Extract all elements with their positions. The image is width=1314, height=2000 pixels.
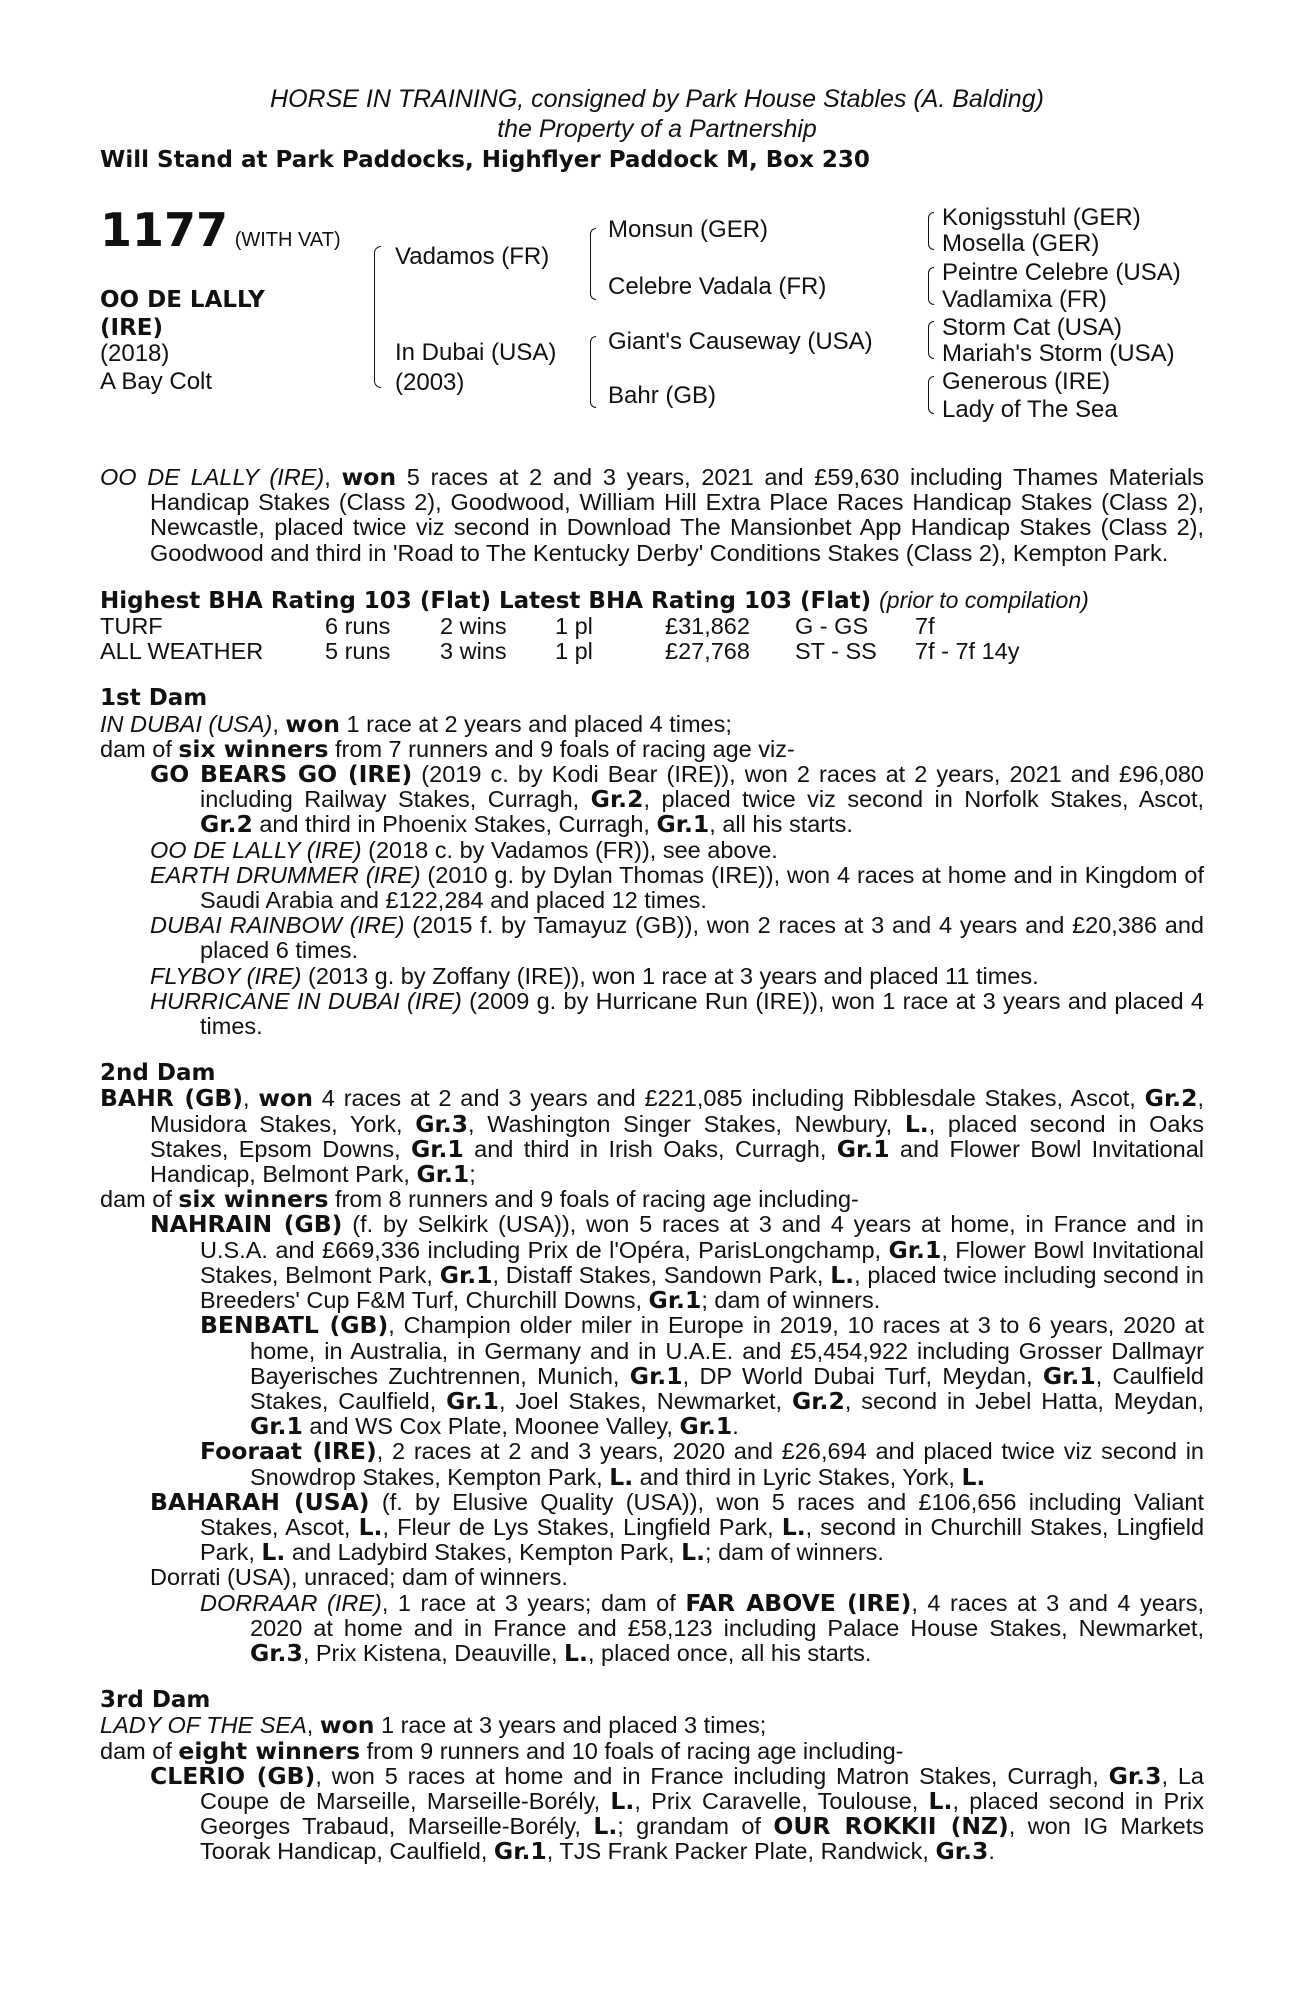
first-dam-record: IN DUBAI (USA), won 1 race at 2 years and placed 4 times;	[100, 709, 732, 738]
produce-entry: HURRICANE IN DUBAI (IRE) (2009 g. by Hurricane Run (IRE)), won 1 race at 3 years and placed 4 times.	[150, 987, 1204, 1040]
pedigree-sire-dam: Celebre Vadala (FR)	[608, 273, 827, 300]
header-location: Will Stand at Park Paddocks, Highflyer Paddock M, Box 230	[100, 147, 870, 173]
pedigree-brace-sd	[928, 267, 934, 305]
first-dam-heading: 1st Dam	[100, 685, 208, 712]
lot-number: 1177	[100, 203, 229, 257]
pedigree-dam: In Dubai (USA)	[395, 339, 557, 366]
horse-year: (2018)	[100, 340, 170, 367]
pedigree-dsd: Mariah's Storm (USA)	[942, 340, 1175, 367]
pedigree-sds: Peintre Celebre (USA)	[942, 259, 1181, 286]
pedigree-dam-sire: Giant's Causeway (USA)	[608, 328, 873, 355]
pedigree-ddd: Lady of The Sea	[942, 396, 1118, 423]
pedigree-dss: Storm Cat (USA)	[942, 314, 1123, 341]
lot-number-line	[100, 203, 341, 264]
produce-entry: Dorrati (USA), unraced; dam of winners.	[150, 1564, 568, 1591]
pedigree-ssd: Mosella (GER)	[942, 230, 1100, 257]
pedigree-brace-gen1	[374, 246, 381, 388]
pedigree-sss: Konigsstuhl (GER)	[942, 204, 1141, 231]
header-property: the Property of a Partnership	[497, 115, 817, 143]
first-dam-produce-summary: dam of six winners from 7 runners and 9 foals of racing age viz-	[100, 734, 795, 763]
third-dam-record: LADY OF THE SEA, won 1 race at 3 years and placed 3 times;	[100, 1711, 767, 1740]
second-dam-heading: 2nd Dam	[100, 1060, 216, 1087]
produce-entry: BENBATL (GB), Champion older miler in Europe in 2019, 10 races at 3 to 6 years, 2020 at home, in Australia, in Germany and in U.A.E. and £5,454,922 including Grosser Dallmayr Bayerisches Zuchtrennen, Munich, Gr.1, DP World Dubai Turf, Meydan, Gr.1, Caulfield Stakes, Caulfield, Gr.1, Joel Stakes, Newmarket, Gr.2, second in Jebel Hatta, Meydan, Gr.1 and WS Cox Plate, Moonee Valley, Gr.1.	[200, 1311, 1204, 1441]
rating-row-all-weather: ALL WEATHER 5 runs 3 wins 1 pl £27,768 ST - SS 7f - 7f 14y	[100, 638, 1020, 665]
third-dam-heading: 3rd Dam	[100, 1687, 211, 1714]
pedigree-brace-ss	[928, 212, 934, 250]
produce-entry: DORRAAR (IRE), 1 race at 3 years; dam of FAR ABOVE (IRE), 4 races at 3 and 4 years, 2020 at home and in France and £58,123 including Palace House Stakes, Newmarket, Gr.3, Prix Kistena, Deauville, L., placed once, all his starts.	[200, 1588, 1204, 1667]
rating-heading: Highest BHA Rating 103 (Flat) Latest BHA Rating 103 (Flat) (prior to compilation)	[100, 586, 1089, 614]
catalogue-body	[100, 465, 1204, 1865]
horse-name: OO DE LALLY	[100, 287, 265, 313]
pedigree-brace-sire	[590, 228, 596, 300]
third-dam-produce-summary: dam of eight winners from 9 runners and 10 foals of racing age including-	[100, 1736, 904, 1765]
produce-entry: OO DE LALLY (IRE) (2018 c. by Vadamos (FR)), see above.	[150, 836, 778, 863]
produce-entry: NAHRAIN (GB) (f. by Selkirk (USA)), won 5 races at 3 and 4 years at home, in France and in U.S.A. and £669,336 including Prix de l'Opéra, ParisLongchamp, Gr.1, Flower Bowl Invitational Stakes, Belmont Park, Gr.1, Distaff Stakes, Sandown Park, L., placed twice including second in Breeders' Cup F&M Turf, Churchill Downs, Gr.1; dam of winners.	[150, 1210, 1204, 1315]
second-dam-record: BAHR (GB), won 4 races at 2 and 3 years and £221,085 including Ribblesdale Stakes, Ascot, Gr.2, Musidora Stakes, York, Gr.3, Washington Singer Stakes, Newbury, L., placed second in Oaks Stakes, Epsom Downs, Gr.1 and third in Irish Oaks, Curragh, Gr.1 and Flower Bowl Invitational Handicap, Belmont Park, Gr.1;	[100, 1084, 1204, 1189]
rating-row-turf: TURF 6 runs 2 wins 1 pl £31,862 G - GS 7f	[100, 613, 935, 640]
pedigree-brace-dam	[590, 336, 596, 408]
pedigree-dam-year: (2003)	[395, 369, 465, 396]
produce-entry: BAHARAH (USA) (f. by Elusive Quality (USA)), won 5 races and £106,656 including Valiant Stakes, Ascot, L., Fleur de Lys Stakes, Lingfield Park, L., second in Churchill Stakes, Lingfield Park, L. and Ladybird Stakes, Kempton Park, L.; dam of winners.	[150, 1487, 1205, 1567]
produce-entry: GO BEARS GO (IRE) (2019 c. by Kodi Bear (IRE)), won 2 races at 2 years, 2021 and £96,080 including Railway Stakes, Curragh, Gr.2, placed twice viz second in Norfolk Stakes, Ascot, Gr.2 and third in Phoenix Stakes, Curragh, Gr.1, all his starts.	[150, 760, 1205, 839]
produce-entry: EARTH DRUMMER (IRE) (2010 g. by Dylan Thomas (IRE)), won 4 races at home and in Kingdom of Saudi Arabia and £122,284 and placed 12 times.	[150, 861, 1204, 914]
pedigree-brace-ds	[928, 321, 934, 359]
header-consignor: HORSE IN TRAINING, consigned by Park House Stables (A. Balding)	[270, 85, 1044, 113]
produce-entry: DUBAI RAINBOW (IRE) (2015 f. by Tamayuz (GB)), won 2 races at 3 and 4 years and £20,386 and placed 6 times.	[150, 912, 1205, 964]
horse-description: A Bay Colt	[100, 368, 213, 395]
pedigree-sire: Vadamos (FR)	[395, 243, 550, 270]
pedigree-sdd: Vadlamixa (FR)	[942, 286, 1107, 313]
race-record-horse: OO DE LALLY (IRE)	[100, 464, 325, 490]
lot-vat: (WITH VAT)	[234, 229, 341, 251]
pedigree-sire-sire: Monsun (GER)	[608, 216, 769, 243]
pedigree-dds: Generous (IRE)	[942, 368, 1111, 395]
race-record: OO DE LALLY (IRE), won 5 races at 2 and 3 years, 2021 and £59,630 including Thames Materials Handicap Stakes (Class 2), Goodwood, William Hill Extra Place Races Handicap Stakes (Class 2), Newcastle, placed twice viz second in Download The Mansionbet App Handicap Stakes (Class 2), Goodwood and third in 'Road to The Kentucky Derby' Conditions Stakes (Class 2), Kempton Park.	[100, 463, 1205, 566]
produce-entry: FLYBOY (IRE) (2013 g. by Zoffany (IRE)), won 1 race at 3 years and placed 11 times.	[150, 962, 1039, 989]
pedigree-dam-dam: Bahr (GB)	[608, 382, 717, 409]
produce-entry: CLERIO (GB), won 5 races at home and in France including Matron Stakes, Curragh, Gr.3, La Coupe de Marseille, Marseille-Borély, L., Prix Caravelle, Toulouse, L., placed second in Prix Georges Trabaud, Marseille-Borély, L.; grandam of OUR ROKKII (NZ), won IG Markets Toorak Handicap, Caulfield, Gr.1, TJS Frank Packer Plate, Randwick, Gr.3.	[150, 1761, 1205, 1866]
horse-origin: (IRE)	[100, 315, 164, 341]
pedigree-brace-dd	[928, 376, 934, 414]
second-dam-produce-summary: dam of six winners from 8 runners and 9 foals of racing age including-	[100, 1185, 859, 1214]
produce-entry: Fooraat (IRE), 2 races at 2 and 3 years, 2020 and £26,694 and placed twice viz second in Snowdrop Stakes, Kempton Park, L. and third in Lyric Stakes, York, L.	[200, 1437, 1204, 1491]
